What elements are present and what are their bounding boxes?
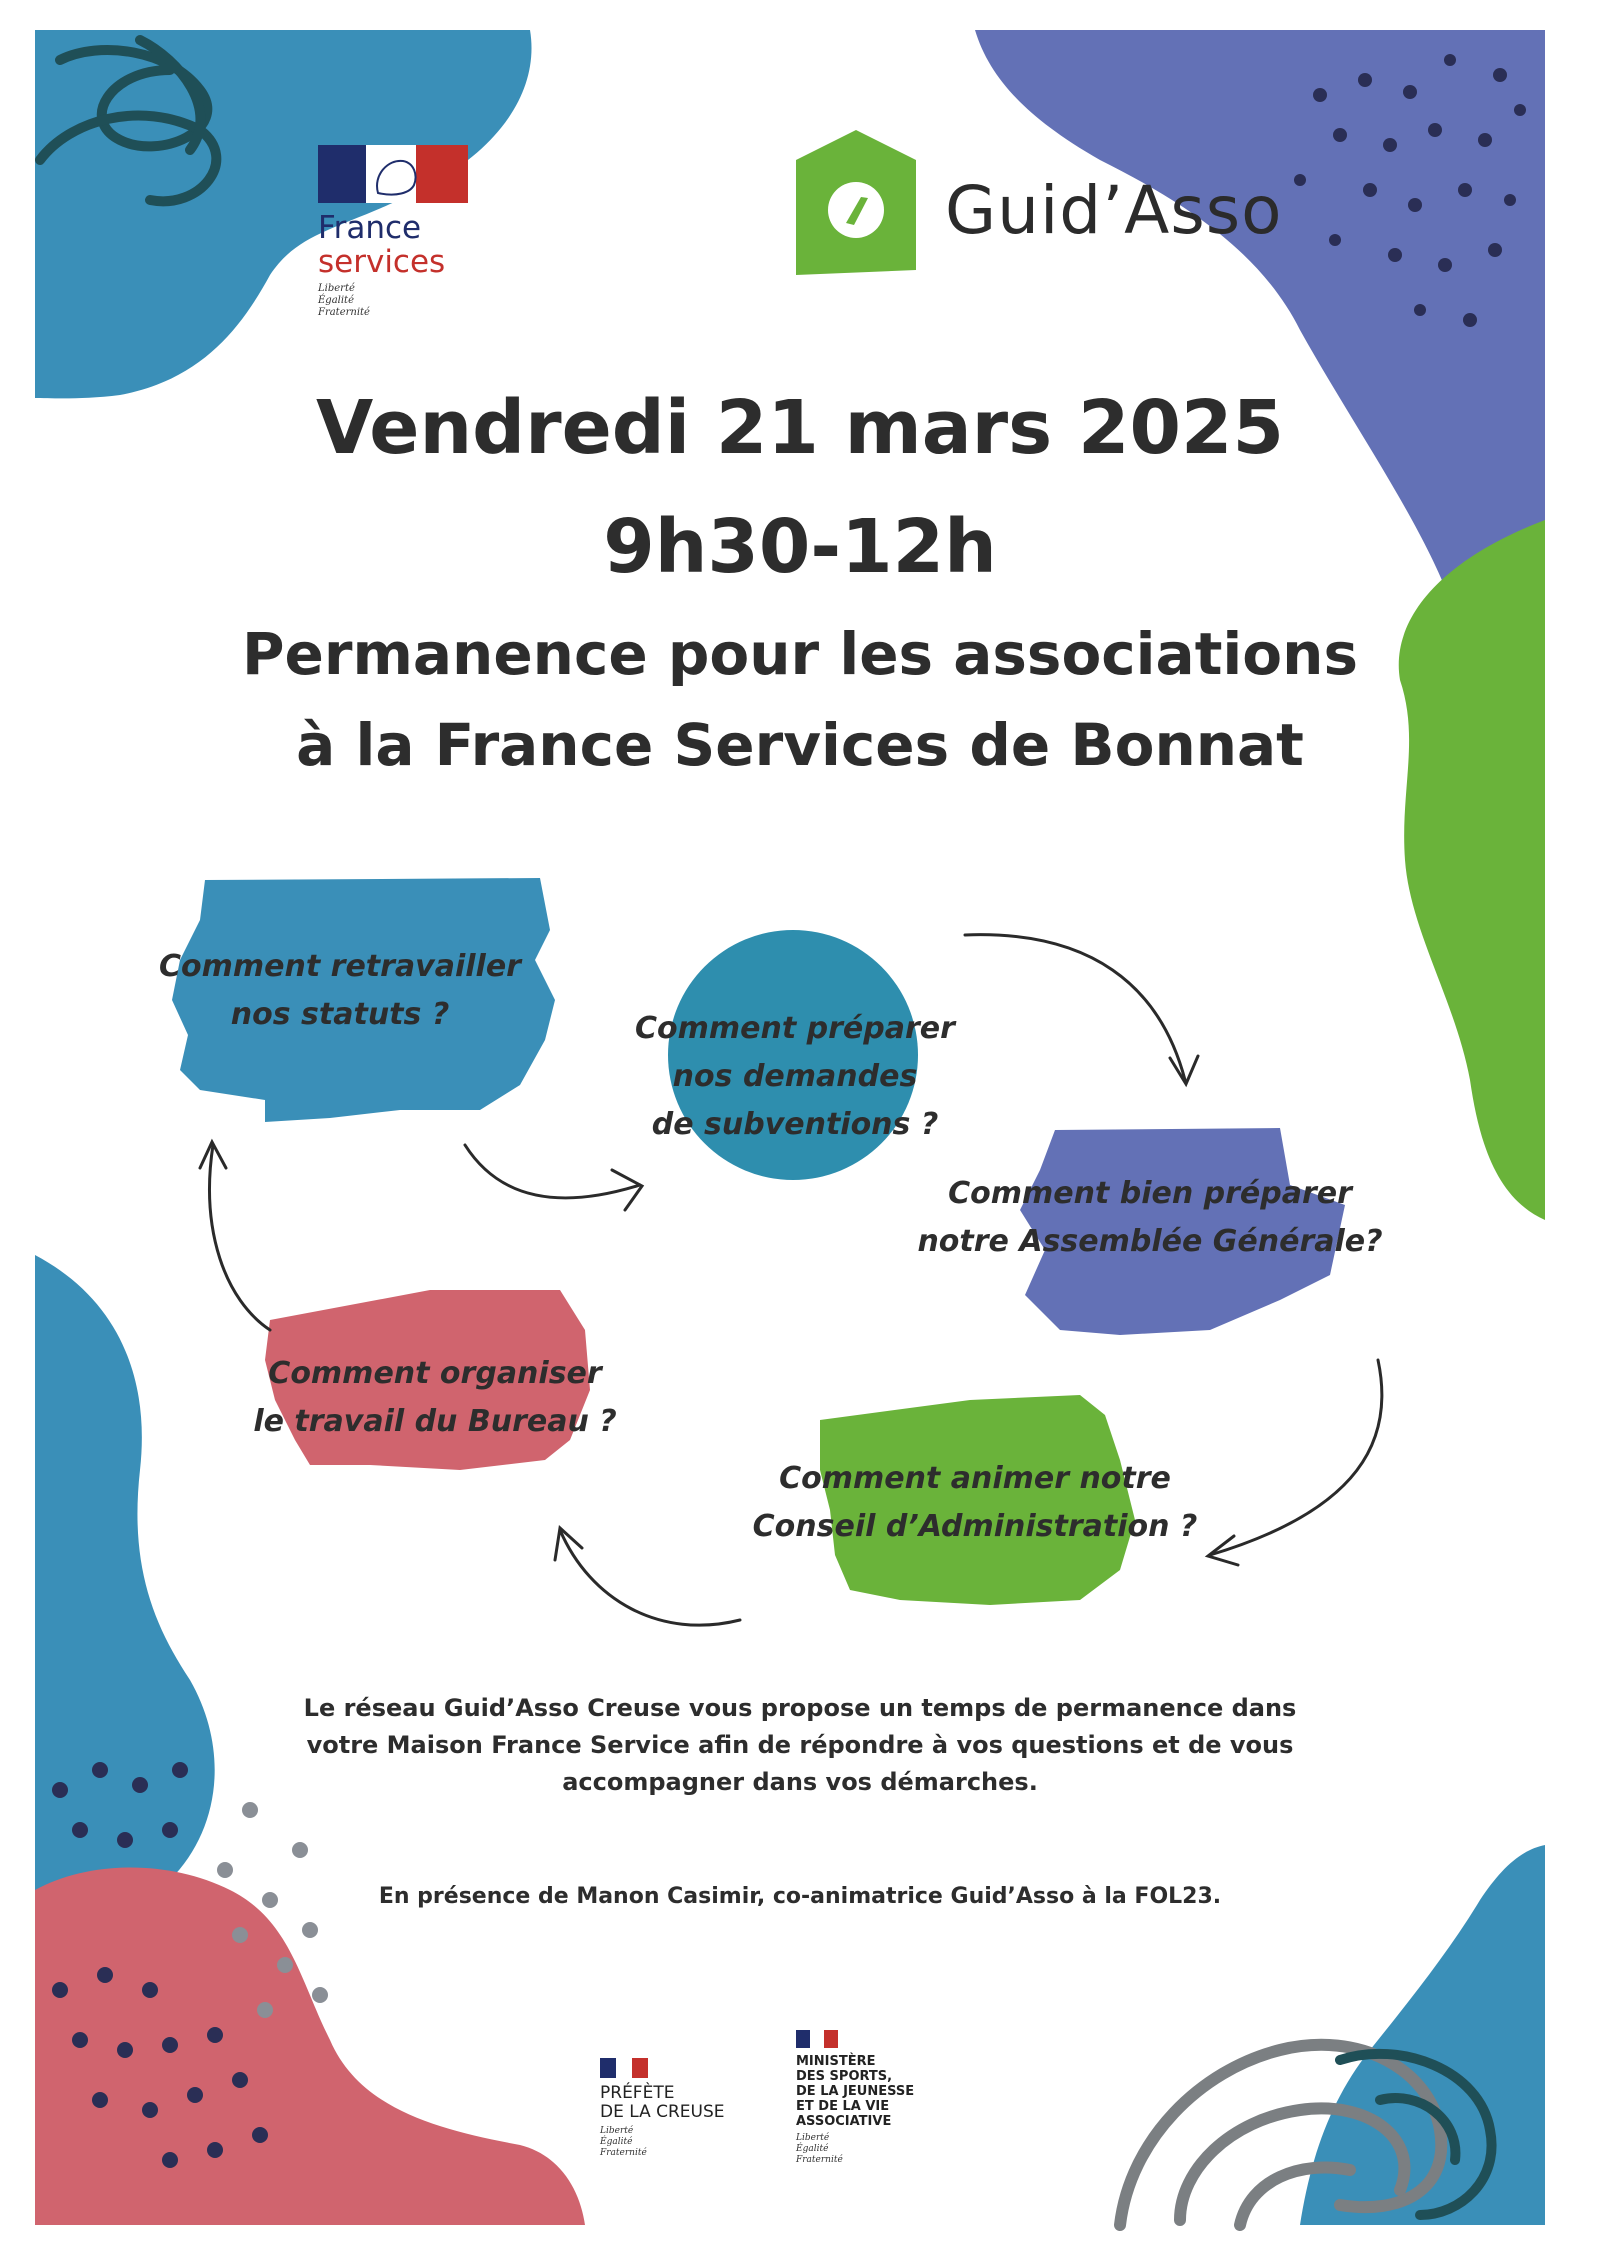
description-paragraph xyxy=(240,1690,1360,1801)
question-subventions xyxy=(620,1005,970,1149)
question-line: Comment animer notre xyxy=(779,1461,1171,1496)
presence-note: En présence de Manon Casimir, co-animatrice Guid’Asso à la FOL23. xyxy=(378,1884,1222,1909)
motto-line: Fraternité xyxy=(796,2155,843,2165)
motto-line: Égalité xyxy=(600,2137,633,2147)
org-line: DES SPORTS, xyxy=(796,2069,893,2084)
question-line: Comment préparer xyxy=(635,1011,955,1046)
question-assemblee-generale xyxy=(915,1170,1385,1266)
france-services-logo xyxy=(318,145,488,319)
france-services-name xyxy=(318,211,488,279)
marianne-flag-icon xyxy=(796,2030,838,2048)
event-subtitle-line1: Permanence pour les associations xyxy=(242,620,1358,688)
compass-icon xyxy=(776,125,922,280)
ministere-logo xyxy=(796,2030,946,2166)
question-line: notre Assemblée Générale? xyxy=(917,1224,1383,1259)
motto-line: Liberté xyxy=(318,283,355,294)
description-line: accompagner dans vos démarches. xyxy=(562,1768,1038,1796)
bottom-left-pink-blob xyxy=(35,1868,585,2226)
motto-line: Fraternité xyxy=(318,307,370,318)
event-date: Vendredi 21 mars 2025 xyxy=(316,385,1284,471)
question-line: Comment retravailler xyxy=(159,949,521,984)
marianne-flag-icon xyxy=(318,145,468,203)
question-conseil-administration xyxy=(735,1455,1215,1551)
org-line: ASSOCIATIVE xyxy=(796,2114,892,2129)
arrow-q5-to-q4 xyxy=(560,1530,740,1625)
motto-line: Liberté xyxy=(600,2126,634,2136)
question-line: Conseil d’Administration ? xyxy=(752,1509,1198,1544)
question-line: nos demandes xyxy=(672,1059,918,1094)
org-line: PRÉFÈTE xyxy=(600,2083,675,2103)
france-services-motto xyxy=(318,283,488,319)
question-line: Comment bien préparer xyxy=(948,1176,1352,1211)
ministere-motto xyxy=(796,2133,946,2166)
question-line: Comment organiser xyxy=(268,1356,602,1391)
prefecture-motto xyxy=(600,2126,770,2159)
event-time: 9h30-12h xyxy=(603,504,997,590)
question-line: le travail du Bureau ? xyxy=(253,1404,617,1439)
prefecture-logo xyxy=(600,2058,770,2159)
arrow-q4-to-q1 xyxy=(210,1145,270,1330)
question-bureau xyxy=(250,1350,620,1446)
org-line: DE LA CREUSE xyxy=(600,2102,725,2122)
marianne-flag-icon xyxy=(600,2058,648,2078)
description-line: votre Maison France Service afin de répondre à vos questions et de vous xyxy=(306,1731,1294,1759)
event-subtitle-line2: à la France Services de Bonnat xyxy=(296,711,1304,779)
ministere-name xyxy=(796,2054,946,2129)
arrow-q3-to-q5 xyxy=(1210,1360,1382,1555)
left-blue-blob xyxy=(35,1255,215,1900)
org-line: DE LA JEUNESSE xyxy=(796,2084,915,2099)
motto-line: Liberté xyxy=(796,2133,830,2143)
france-services-line2: services xyxy=(318,244,446,280)
question-statuts xyxy=(140,943,540,1039)
motto-line: Fraternité xyxy=(600,2148,647,2158)
motto-line: Égalité xyxy=(796,2144,829,2154)
question-line: de subventions ? xyxy=(651,1107,939,1142)
org-line: MINISTÈRE xyxy=(796,2054,876,2069)
prefecture-name xyxy=(600,2084,770,2122)
guid-asso-name: Guid’Asso xyxy=(945,172,1283,249)
motto-line: Égalité xyxy=(318,295,354,306)
france-services-line1: France xyxy=(318,210,422,246)
question-line: nos statuts ? xyxy=(230,997,450,1032)
description-line: Le réseau Guid’Asso Creuse vous propose un temps de permanence dans xyxy=(303,1694,1297,1722)
org-line: ET DE LA VIE xyxy=(796,2099,890,2114)
arrow-q2-to-q3 xyxy=(965,935,1185,1080)
